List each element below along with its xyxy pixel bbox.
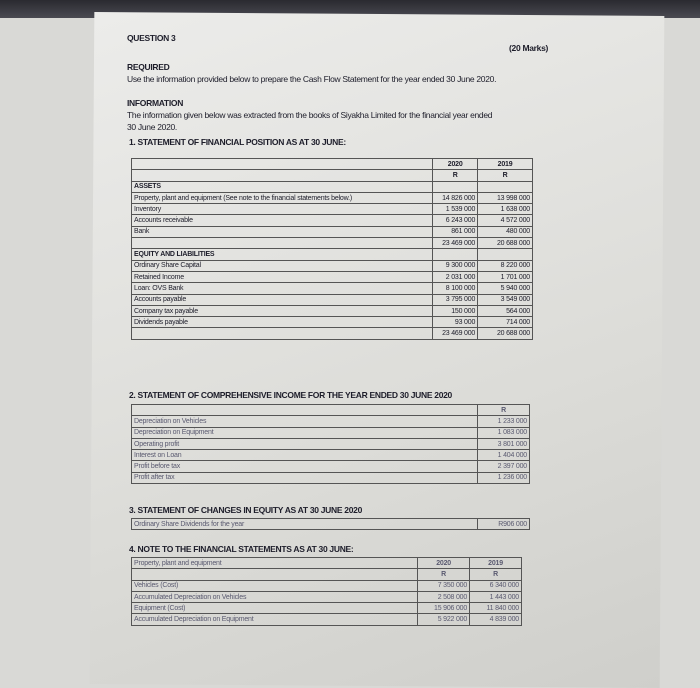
table-row bbox=[132, 215, 533, 226]
marks: (20 Marks) bbox=[509, 43, 549, 53]
value: 1 404 000 bbox=[478, 450, 530, 461]
value-2020: 150 000 bbox=[433, 305, 478, 316]
table-row bbox=[132, 204, 533, 215]
information-heading: INFORMATION bbox=[127, 98, 184, 108]
value-2020: 861 000 bbox=[433, 226, 478, 237]
table-row bbox=[132, 614, 522, 625]
value: 2 397 000 bbox=[478, 461, 530, 472]
note-heading: 4. NOTE TO THE FINANCIAL STATEMENTS AS AT 30 JUNE: bbox=[129, 544, 354, 554]
value-2019: 1 638 000 bbox=[478, 204, 533, 215]
value-2019: 714 000 bbox=[478, 317, 533, 328]
row-label: Accounts receivable bbox=[132, 215, 433, 226]
table-row bbox=[132, 226, 533, 237]
row-label: Ordinary Share Capital bbox=[132, 260, 433, 271]
row-label: Accumulated Depreciation on Vehicles bbox=[132, 591, 418, 602]
table-row bbox=[132, 427, 530, 438]
row-label: Bank bbox=[132, 226, 433, 237]
total-2019: 20 688 000 bbox=[478, 238, 533, 249]
row-label: Inventory bbox=[132, 204, 433, 215]
row-label: Accounts payable bbox=[132, 294, 433, 305]
value: 1 236 000 bbox=[478, 472, 530, 483]
cell bbox=[478, 249, 533, 260]
value: 1 233 000 bbox=[478, 416, 530, 427]
ppe-note-table bbox=[131, 557, 522, 626]
currency: R bbox=[433, 170, 478, 181]
row-label: Vehicles (Cost) bbox=[132, 580, 418, 591]
information-text-2: 30 June 2020. bbox=[127, 122, 177, 132]
sci-heading: 2. STATEMENT OF COMPREHENSIVE INCOME FOR THE YEAR ENDED 30 JUNE 2020 bbox=[129, 390, 452, 400]
value-2020: 5 922 000 bbox=[418, 614, 470, 625]
table-row bbox=[132, 328, 533, 339]
financial-position-table bbox=[131, 158, 533, 340]
value-2019: 8 220 000 bbox=[478, 260, 533, 271]
value-2020: 9 300 000 bbox=[433, 260, 478, 271]
table-row bbox=[132, 416, 530, 427]
cell bbox=[132, 328, 433, 339]
value-2019: 4 839 000 bbox=[470, 614, 522, 625]
heading: EQUITY AND LIABILITIES bbox=[132, 249, 433, 260]
table-row bbox=[132, 181, 533, 192]
value-2020: 2 508 000 bbox=[418, 591, 470, 602]
value-2019: 1 443 000 bbox=[470, 591, 522, 602]
value-2019: 6 340 000 bbox=[470, 580, 522, 591]
row-label: Loan: OVS Bank bbox=[132, 283, 433, 294]
row-label: Profit after tax bbox=[132, 472, 478, 483]
row-label: Property, plant and equipment (See note to the financial statements below.) bbox=[132, 192, 433, 203]
value: R906 000 bbox=[478, 519, 530, 530]
row-label: Accumulated Depreciation on Equipment bbox=[132, 614, 418, 625]
value-2020: 1 539 000 bbox=[433, 204, 478, 215]
table-row bbox=[132, 192, 533, 203]
value-2020: 2 031 000 bbox=[433, 271, 478, 282]
table-row bbox=[132, 271, 533, 282]
row-label: Depreciation on Vehicles bbox=[132, 416, 478, 427]
table-row bbox=[132, 283, 533, 294]
value-2020: 7 350 000 bbox=[418, 580, 470, 591]
soce-heading: 3. STATEMENT OF CHANGES IN EQUITY AS AT 30 JUNE 2020 bbox=[129, 505, 362, 515]
value-2019: 13 998 000 bbox=[478, 192, 533, 203]
value-2019: 4 572 000 bbox=[478, 215, 533, 226]
value-2020: 93 000 bbox=[433, 317, 478, 328]
table-row bbox=[132, 317, 533, 328]
row-label: Depreciation on Equipment bbox=[132, 427, 478, 438]
required-text: Use the information provided below to prepare the Cash Flow Statement for the year ended 30 June 2020. bbox=[127, 74, 497, 84]
row-label: Ordinary Share Dividends for the year bbox=[132, 519, 478, 530]
value-2019: 564 000 bbox=[478, 305, 533, 316]
value-2019: 11 840 000 bbox=[470, 603, 522, 614]
sfp-heading: 1. STATEMENT OF FINANCIAL POSITION AS AT 30 JUNE: bbox=[129, 137, 346, 147]
table-row bbox=[132, 461, 530, 472]
row-label: Interest on Loan bbox=[132, 450, 478, 461]
value-2020: 15 906 000 bbox=[418, 603, 470, 614]
table-row bbox=[132, 472, 530, 483]
col-2020: 2020 bbox=[433, 159, 478, 170]
value-2019: 3 549 000 bbox=[478, 294, 533, 305]
cell bbox=[433, 181, 478, 192]
value-2020: 14 826 000 bbox=[433, 192, 478, 203]
heading: ASSETS bbox=[132, 181, 433, 192]
total-2020: 23 469 000 bbox=[433, 328, 478, 339]
table-row bbox=[132, 580, 522, 591]
table-row bbox=[132, 438, 530, 449]
cell bbox=[478, 181, 533, 192]
currency: R bbox=[470, 569, 522, 580]
value-2020: 6 243 000 bbox=[433, 215, 478, 226]
question-title: QUESTION 3 bbox=[127, 33, 176, 43]
value-2020: 8 100 000 bbox=[433, 283, 478, 294]
note-title: Property, plant and equipment bbox=[132, 558, 418, 569]
value-2019: 5 940 000 bbox=[478, 283, 533, 294]
currency: R bbox=[478, 170, 533, 181]
value-2020: 3 795 000 bbox=[433, 294, 478, 305]
value-2019: 1 701 000 bbox=[478, 271, 533, 282]
table-row bbox=[132, 294, 533, 305]
table-row bbox=[132, 260, 533, 271]
cell bbox=[132, 238, 433, 249]
col-2019: 2019 bbox=[478, 159, 533, 170]
currency: R bbox=[418, 569, 470, 580]
income-statement-table bbox=[131, 404, 530, 484]
row-label: Retained Income bbox=[132, 271, 433, 282]
row-label: Dividends payable bbox=[132, 317, 433, 328]
row-label: Operating profit bbox=[132, 438, 478, 449]
total-2020: 23 469 000 bbox=[433, 238, 478, 249]
cell bbox=[433, 249, 478, 260]
information-text-1: The information given below was extracted from the books of Siyakha Limited for the financial year ended bbox=[127, 110, 493, 120]
col-2020: 2020 bbox=[418, 558, 470, 569]
table-row bbox=[132, 238, 533, 249]
value: 1 083 000 bbox=[478, 427, 530, 438]
table-row bbox=[132, 603, 522, 614]
row-label: Profit before tax bbox=[132, 461, 478, 472]
table-row bbox=[132, 591, 522, 602]
table-row bbox=[132, 519, 530, 530]
table-row bbox=[132, 249, 533, 260]
total-2019: 20 688 000 bbox=[478, 328, 533, 339]
value: 3 801 000 bbox=[478, 438, 530, 449]
table-row bbox=[132, 305, 533, 316]
row-label: Equipment (Cost) bbox=[132, 603, 418, 614]
row-label: Company tax payable bbox=[132, 305, 433, 316]
changes-in-equity-table bbox=[131, 518, 530, 530]
currency: R bbox=[478, 405, 530, 416]
col-2019: 2019 bbox=[470, 558, 522, 569]
value-2019: 480 000 bbox=[478, 226, 533, 237]
table-row bbox=[132, 450, 530, 461]
required-heading: REQUIRED bbox=[127, 62, 170, 72]
